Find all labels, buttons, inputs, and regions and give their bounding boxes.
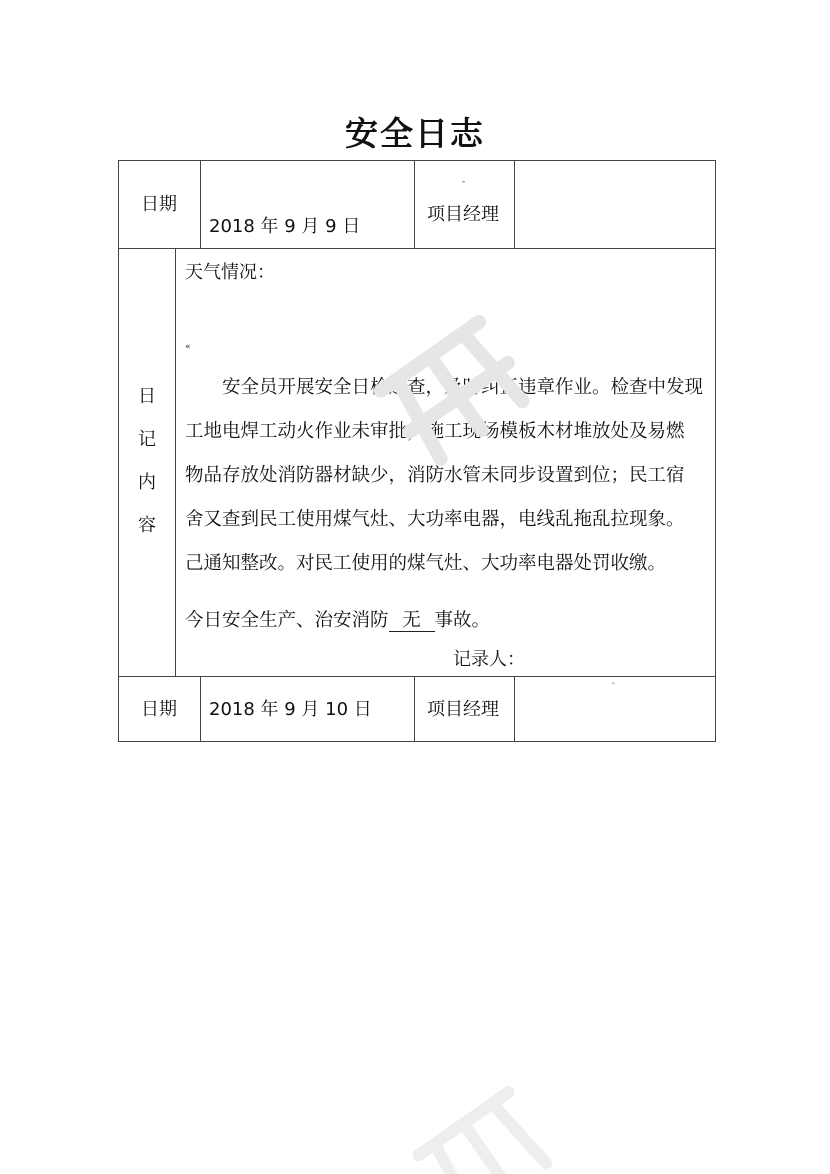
accident-suffix: 事故。 xyxy=(434,610,491,631)
table-row-divider xyxy=(118,248,716,249)
table-border-bottom xyxy=(118,741,716,742)
date-label: 日期 xyxy=(141,699,177,720)
side-label-char: 记 xyxy=(138,429,156,450)
table-col-divider xyxy=(414,160,415,249)
weather-label: 天气情况： xyxy=(185,262,275,283)
table-col-divider xyxy=(200,676,201,742)
diary-line: 己通知整改。对民工使用的煤气灶、大功率电器处罚收缴。 xyxy=(185,553,667,574)
diary-line: 物品存放处消防器材缺少，消防水管未同步设置到位；民工宿 xyxy=(185,465,685,486)
watermark-logo xyxy=(390,1080,560,1174)
side-label-char: 内 xyxy=(138,472,156,493)
diary-line: 舍又查到民工使用煤气灶、大功率电器，电线乱拖乱拉现象。 xyxy=(185,509,685,530)
accident-count: 无 xyxy=(389,611,435,632)
recorder-label: 记录人： xyxy=(453,649,525,670)
table-border-right xyxy=(715,160,716,742)
table-col-divider xyxy=(175,248,176,677)
stray-mark: ﾟ xyxy=(612,683,617,693)
table-col-divider xyxy=(414,676,415,742)
project-manager-label: 项目经理 xyxy=(427,204,499,225)
stray-mark: - xyxy=(462,177,466,187)
side-label-char: 容 xyxy=(138,515,156,536)
stray-mark: « xyxy=(185,342,191,352)
diary-line: 工地电焊工动火作业未审批，施工现场模板木材堆放处及易燃 xyxy=(185,421,685,442)
side-label-char: 日 xyxy=(138,386,156,407)
diary-line: 安全员开展安全日检巡查，及时纠正违章作业。检查中发现 xyxy=(185,377,704,398)
table-border-left xyxy=(118,160,119,742)
project-manager-label: 项目经理 xyxy=(427,699,499,720)
accident-statement xyxy=(185,611,490,632)
document-title: 安全日志 xyxy=(345,114,485,153)
date-label: 日期 xyxy=(141,194,177,215)
diary-body xyxy=(185,366,715,586)
project-manager-value xyxy=(515,677,715,741)
accident-prefix: 今日安全生产、治安消防 xyxy=(185,610,389,631)
project-manager-value xyxy=(515,161,715,248)
table-col-divider xyxy=(200,160,201,249)
date-value: 2018 年 9 月 10 日 xyxy=(209,699,372,720)
date-value: 2018 年 9 月 9 日 xyxy=(209,216,361,237)
